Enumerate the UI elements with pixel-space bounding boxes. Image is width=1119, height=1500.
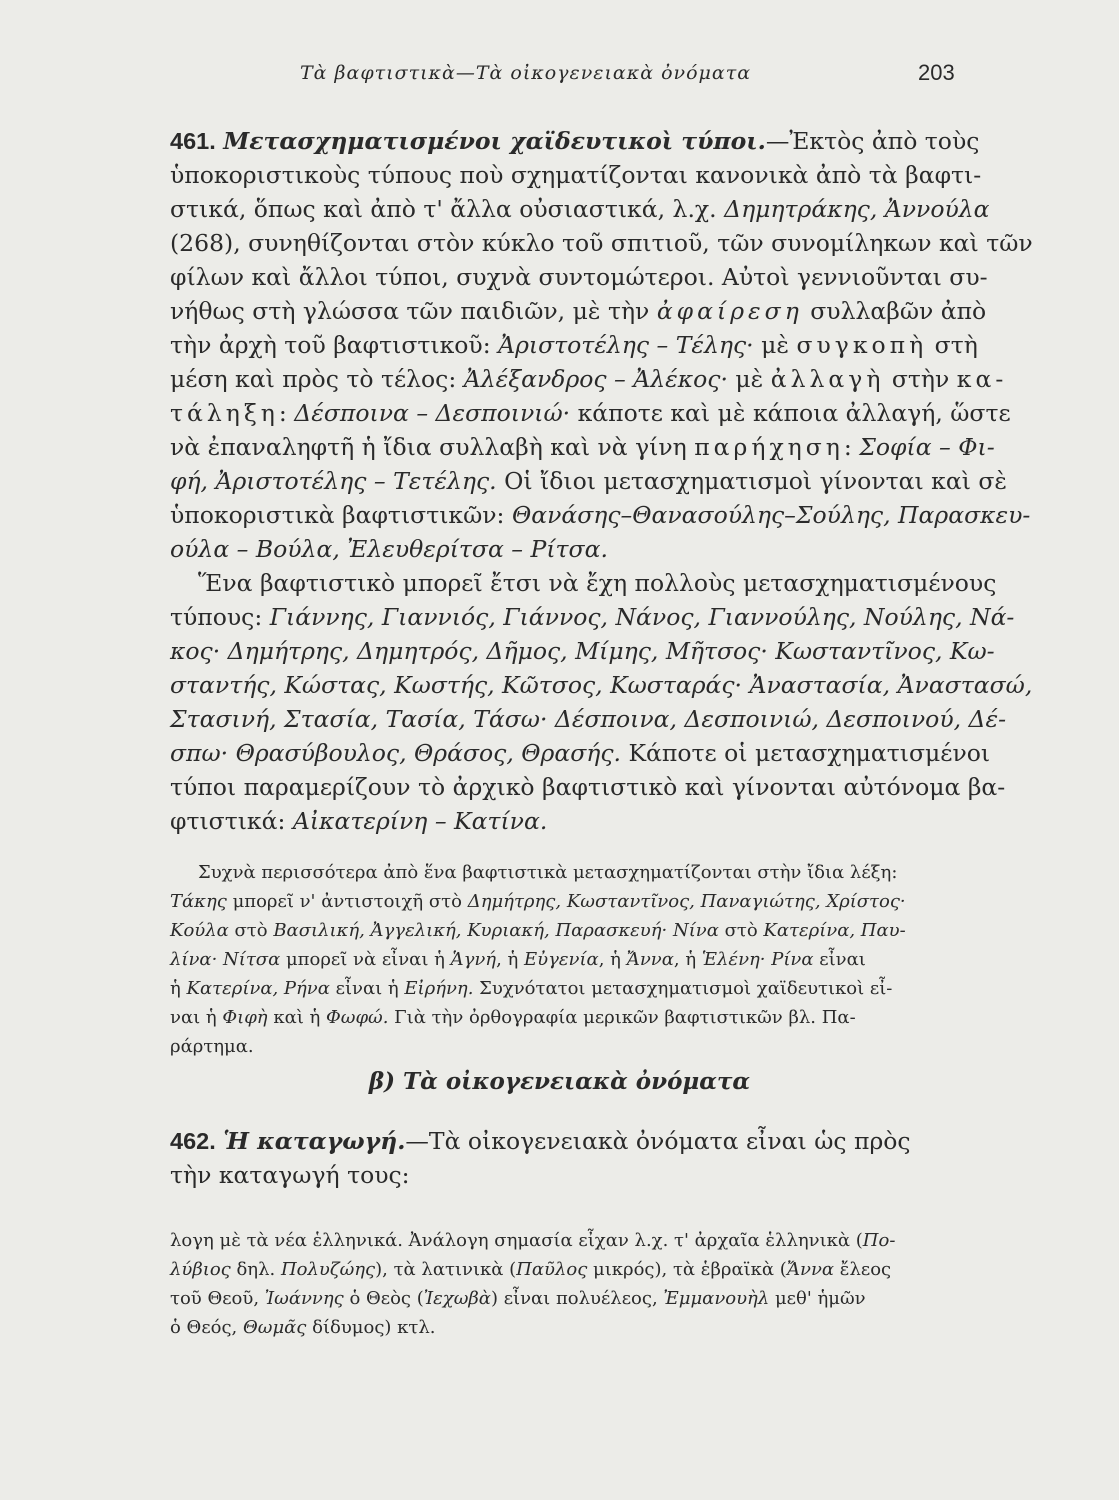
footnote-line: τοῦ Θεοῦ, Ἰωάννης ὁ Θεὸς (Ἰεχωβὰ) εἶναι πολυέλεος, Ἐμμανουὴλ μεθ' ἡμῶν	[170, 1288, 866, 1309]
subheading: β) Τὰ οἰκογενειακὰ ὀνόματα	[368, 1068, 751, 1095]
note-line: ράρτημα.	[170, 1036, 254, 1057]
text-line: 462. Ἡ καταγωγή.—Τὰ οἰκογενειακὰ ὀνόματα εἶναι ὡς πρὸς	[170, 1127, 911, 1155]
note-line: Κούλα στὸ Βασιλική, Ἀγγελική, Κυριακή, Παρασκευή· Νίνα στὸ Κατερίνα, Παυ-	[170, 920, 906, 941]
footnote	[170, 1226, 960, 1342]
section-title: Ἡ καταγωγή.	[223, 1127, 406, 1155]
section-number: 461.	[170, 128, 216, 154]
note-461	[170, 858, 960, 1061]
text-line: μέση καὶ πρὸς τὸ τέλος: Ἀλέξανδρος – Ἀλέκος· μὲ ἀλλαγὴ στὴν κα-	[170, 365, 1008, 393]
note-line: ναι ἡ Φιφὴ καὶ ἡ Φωφώ. Γιὰ τὴν ὀρθογραφία μερικῶν βαφτιστικῶν βλ. Πα-	[170, 1007, 856, 1028]
text-line: τὴν καταγωγή τους:	[170, 1161, 410, 1189]
text-line: φτιστικά: Αἰκατερίνη – Κατίνα.	[170, 807, 548, 835]
text-line: τύπους: Γιάννης, Γιαννιός, Γιάννος, Νάνος, Γιαννούλης, Νούλης, Νά-	[170, 603, 1015, 631]
text-line: κος· Δημήτρης, Δημητρός, Δῆμος, Μίμης, Μῆτσος· Κωσταντῖνος, Κω-	[170, 637, 995, 665]
text-line: 461. Μετασχηματισμένοι χαϊδευτικοὶ τύποι.—Ἐκτὸς ἀπὸ τοὺς	[170, 127, 980, 155]
section-461	[170, 124, 1033, 838]
text-line: ὑποκοριστικοὺς τύπους ποὺ σχηματίζονται κανονικὰ ἀπὸ τὰ βαφτι-	[170, 161, 982, 189]
text-line: σπω· Θρασύβουλος, Θράσος, Θρασής. Κάποτε οἱ μετασχηματισμένοι	[170, 739, 991, 767]
running-title: Τὰ βαφτιστικὰ—Τὰ οἰκογενειακὰ ὀνόματα	[300, 62, 752, 84]
note-line: λίνα· Νίτσα μπορεῖ νὰ εἶναι ἡ Ἁγνή, ἡ Εὐγενία, ἡ Ἄννα, ἡ Ἑλένη· Ρίνα εἶναι	[170, 949, 866, 970]
footnote-line: ὁ Θεός, Θωμᾶς δίδυμος) κτλ.	[170, 1317, 436, 1338]
text-line: (268), συνηθίζονται στὸν κύκλο τοῦ σπιτιοῦ, τῶν συνομίληκων καὶ τῶν	[170, 229, 1033, 257]
text-line: ούλα – Βούλα, Ἐλευθερίτσα – Ρίτσα.	[170, 535, 608, 563]
section-number: 462.	[170, 1128, 216, 1154]
text-line: φίλων καὶ ἄλλοι τύποι, συχνὰ συντομώτεροι. Αὐτοὶ γεννιοῦνται συ-	[170, 263, 988, 291]
note-line: Συχνὰ περισσότερα ἀπὸ ἕνα βαφτιστικὰ μετασχηματίζονται στὴν ἴδια λέξη:	[198, 862, 898, 883]
text-line: νὰ ἐπαναληφτῆ ἡ ἴδια συλλαβὴ καὶ νὰ γίνη παρήχηση: Σοφία – Φι-	[170, 433, 995, 461]
text-line: τύποι παραμερίζουν τὸ ἀρχικὸ βαφτιστικὸ καὶ γίνονται αὐτόνομα βα-	[170, 773, 1006, 801]
footnote-line: λύβιος δηλ. Πολυζώης), τὰ λατινικὰ (Παῦλος μικρός), τὰ ἑβραϊκὰ (Ἄννα ἔλεος	[170, 1259, 892, 1280]
text-line: τάληξη: Δέσποινα – Δεσποινιώ· κάποτε καὶ μὲ κάποια ἀλλαγή, ὥστε	[170, 399, 1011, 427]
text-line: τὴν ἀρχὴ τοῦ βαφτιστικοῦ: Ἀριστοτέλης – Τέλης· μὲ συγκοπὴ στὴ	[170, 331, 978, 359]
text-line: Στασινή, Στασία, Τασία, Τάσω· Δέσποινα, Δεσποινιώ, Δεσποινού, Δέ-	[170, 705, 1007, 733]
text-line: νήθως στὴ γλώσσα τῶν παιδιῶν, μὲ τὴν ἀφαίρεση συλλαβῶν ἀπὸ	[170, 297, 987, 325]
note-line: ἡ Κατερίνα, Ρήνα εἶναι ἡ Εἰρήνη. Συχνότατοι μετασχηματισμοὶ χαϊδευτικοὶ εἶ-	[170, 978, 893, 999]
section-title: Μετασχηματισμένοι χαϊδευτικοὶ τύποι.	[223, 127, 766, 155]
text-line: ὑποκοριστικὰ βαφτιστικῶν: Θανάσης–Θανασούλης–Σούλης, Παρασκευ-	[170, 501, 1031, 529]
page-number: 203	[918, 60, 955, 85]
text-line: Ἕνα βαφτιστικὸ μπορεῖ ἔτσι νὰ ἔχη πολλοὺς μετασχηματισμένους	[198, 569, 997, 597]
section-462	[170, 1124, 960, 1192]
footnote-line: λογη μὲ τὰ νέα ἑλληνικά. Ἀνάλογη σημασία εἶχαν λ.χ. τ' ἀρχαῖα ἑλληνικὰ (Πο-	[170, 1230, 896, 1251]
text-line: σταντής, Κώστας, Κωστής, Κῶτσος, Κωσταράς· Ἀναστασία, Ἀναστασώ,	[170, 671, 1033, 699]
text-line: φή, Ἀριστοτέλης – Τετέλης. Οἱ ἴδιοι μετασχηματισμοὶ γίνονται καὶ σὲ	[170, 467, 1008, 495]
note-line: Τάκης μπορεῖ ν' ἀντιστοιχῆ στὸ Δημήτρης, Κωσταντῖνος, Παναγιώτης, Χρίστος·	[170, 891, 906, 912]
text-line: στικά, ὅπως καὶ ἀπὸ τ' ἄλλα οὐσιαστικά, λ.χ. Δημητράκης, Ἀννούλα	[170, 195, 990, 223]
